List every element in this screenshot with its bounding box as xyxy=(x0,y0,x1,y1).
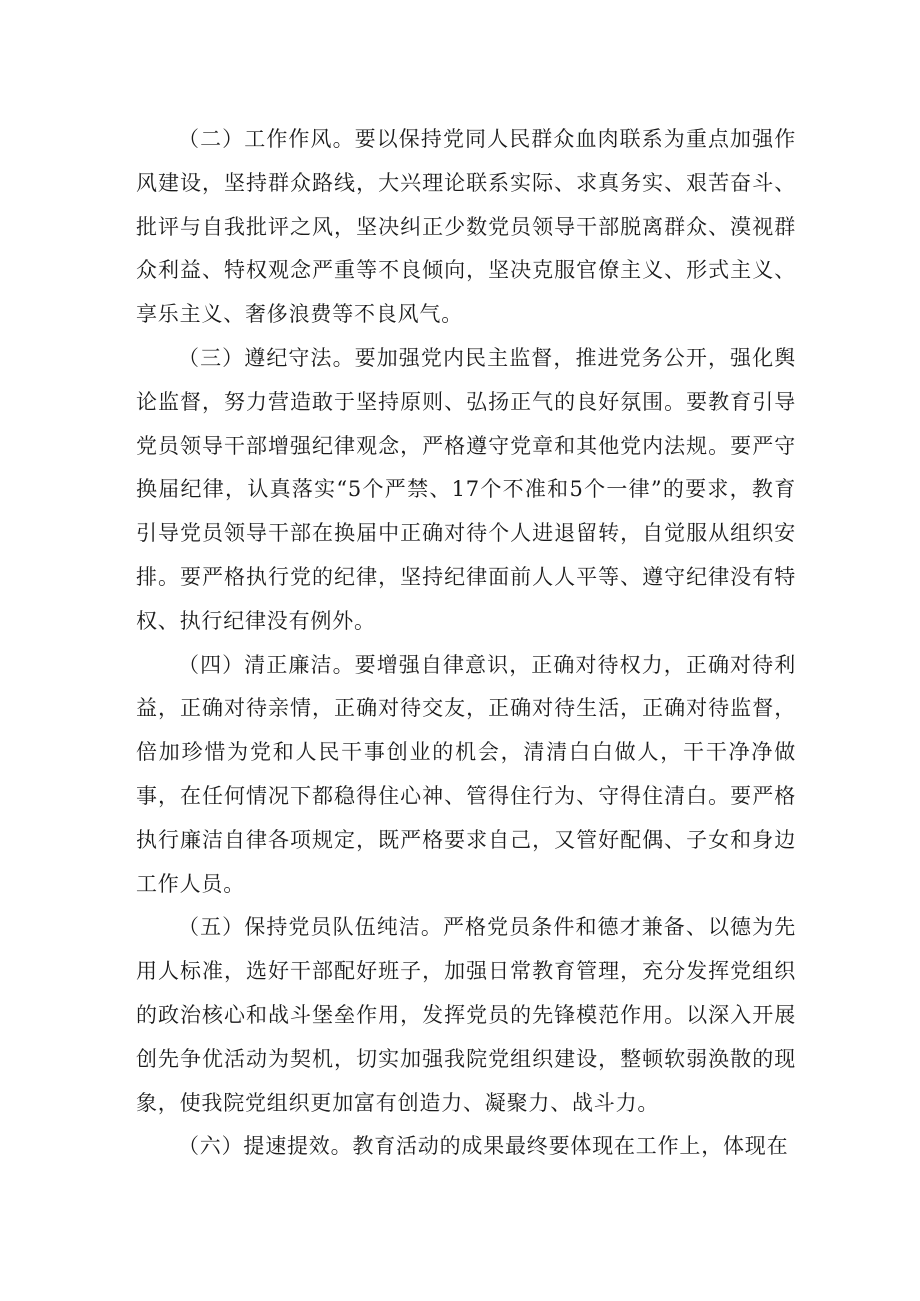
paragraph-work-style: （二）工作作风。要以保持党同人民群众血肉联系为重点加强作风建设，坚持群众路线，大兴理论联系实际、求真务实、艰苦奋斗、批评与自我批评之风，坚决纠正少数党员领导干部脱离群众、漠视群众利益、特权观念严重等不良倾向，坚决克服官僚主义、形式主义、享乐主义、奢侈浪费等不良风气。 xyxy=(136,127,796,327)
paragraph-integrity: （四）清正廉洁。要增强自律意识，正确对待权力，正确对待利益，正确对待亲情，正确对待交友，正确对待生活，正确对待监督，倍加珍惜为党和人民干事创业的机会，清清白白做人，干干净净做事，在任何情况下都稳得住心神、管得住行为、守得住清白。要严格执行廉洁自律各项规定，既严格要求自己，又管好配偶、子女和身边工作人员。 xyxy=(136,652,796,896)
paragraph-party-purity: （五）保持党员队伍纯洁。严格党员条件和德才兼备、以德为先用人标准，选好干部配好班子，加强日常教育管理，充分发挥党组织的政治核心和战斗堡垒作用，发挥党员的先锋模范作用。以深入开展创先争优活动为契机，切实加强我院党组织建设，整顿软弱涣散的现象，使我院党组织更加富有创造力、凝聚力、战斗力。 xyxy=(136,915,796,1115)
paragraph-discipline: （三）遵纪守法。要加强党内民主监督，推进党务公开，强化舆论监督，努力营造敢于坚持原则、弘扬正气的良好氛围。要教育引导党员领导干部增强纪律观念，严格遵守党章和其他党内法规。要严守换届纪律，认真落实“5个严禁、17个不准和5个一律”的要求，教育引导党员领导干部在换届中正确对待个人进退留转，自觉服从组织安排。要严格执行党的纪律，坚持纪律面前人人平等、遵守纪律没有特权、执行纪律没有例外。 xyxy=(136,345,796,633)
paragraph-efficiency: （六）提速提效。教育活动的成果最终要体现在工作上，体现在 xyxy=(178,1134,789,1159)
document-body xyxy=(136,118,796,1169)
